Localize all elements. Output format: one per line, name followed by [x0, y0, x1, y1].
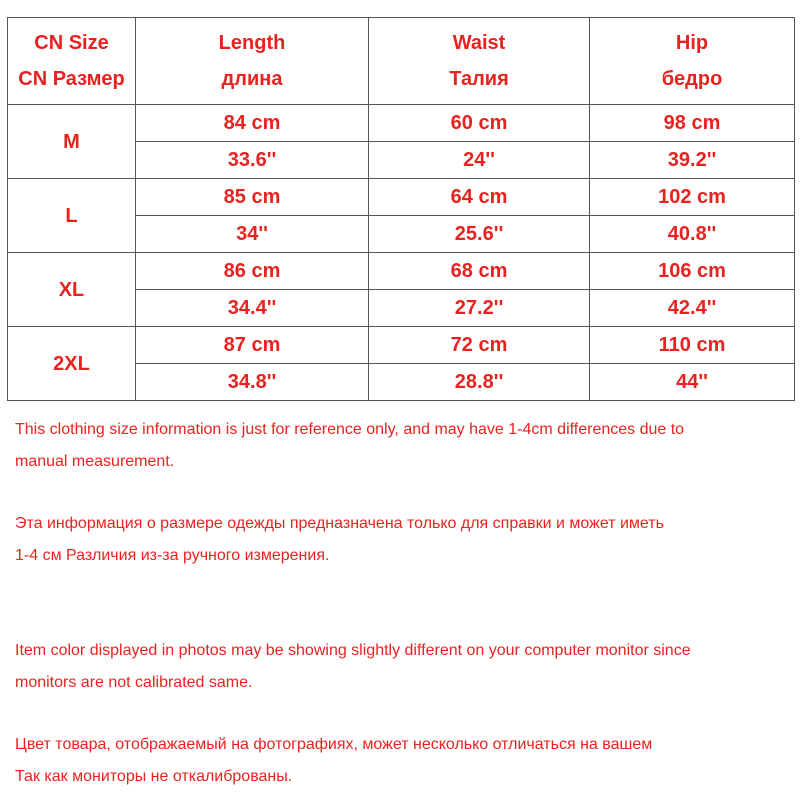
length-cm-cell: 85 cm — [136, 179, 369, 216]
hip-cm-cell: 102 cm — [590, 179, 795, 216]
hip-cm-cell: 106 cm — [590, 253, 795, 290]
note-line: monitors are not calibrated same. — [15, 674, 253, 691]
waist-inch-cell: 27.2'' — [369, 290, 590, 327]
table-row — [8, 105, 795, 142]
length-cm-cell: 87 cm — [136, 327, 369, 364]
header-length-en: Length — [218, 32, 286, 54]
note-measurement-ru — [15, 508, 795, 572]
table-row — [8, 327, 795, 364]
size-cell: 2XL — [8, 327, 136, 401]
hip-inch-cell: 42.4'' — [590, 290, 795, 327]
length-inch-cell: 34.8'' — [136, 364, 369, 401]
length-cm-cell: 84 cm — [136, 105, 369, 142]
note-color-ru — [15, 729, 795, 793]
waist-inch-cell: 25.6'' — [369, 216, 590, 253]
waist-cm-cell: 60 cm — [369, 105, 590, 142]
length-inch-cell: 34.4'' — [136, 290, 369, 327]
header-hip — [590, 18, 795, 105]
note-line: This clothing size information is just for reference only, and may have 1-4cm differences due to — [15, 421, 685, 438]
size-cell: L — [8, 179, 136, 253]
waist-cm-cell: 72 cm — [369, 327, 590, 364]
hip-cm-cell: 98 cm — [590, 105, 795, 142]
hip-inch-cell: 39.2'' — [590, 142, 795, 179]
note-line: Эта информация о размере одежды предназначена только для справки и может иметь — [15, 515, 664, 532]
header-size-ru: CN Размер — [18, 68, 125, 90]
hip-inch-cell: 44'' — [590, 364, 795, 401]
header-length-ru: длина — [221, 68, 283, 90]
header-waist-en: Waist — [452, 32, 506, 54]
note-line: manual measurement. — [15, 453, 175, 470]
table-row — [8, 253, 795, 290]
header-hip-ru: бедро — [661, 68, 723, 90]
length-inch-cell: 33.6'' — [136, 142, 369, 179]
size-chart-table — [7, 17, 795, 401]
hip-cm-cell: 110 cm — [590, 327, 795, 364]
header-size — [8, 18, 136, 105]
table-header-row — [8, 18, 795, 105]
size-cell: M — [8, 105, 136, 179]
waist-inch-cell: 24'' — [369, 142, 590, 179]
length-inch-cell: 34'' — [136, 216, 369, 253]
header-size-en: CN Size — [34, 32, 109, 54]
waist-cm-cell: 68 cm — [369, 253, 590, 290]
note-line: Цвет товара, отображаемый на фотографиях, может несколько отличаться на вашем — [15, 736, 653, 753]
hip-inch-cell: 40.8'' — [590, 216, 795, 253]
header-length — [136, 18, 369, 105]
waist-inch-cell: 28.8'' — [369, 364, 590, 401]
note-line: 1-4 см Различия из-за ручного измерения. — [15, 547, 330, 564]
size-cell: XL — [8, 253, 136, 327]
header-waist — [369, 18, 590, 105]
note-color-en — [15, 635, 795, 699]
header-waist-ru: Талия — [449, 68, 509, 90]
length-cm-cell: 86 cm — [136, 253, 369, 290]
note-line: Item color displayed in photos may be showing slightly different on your computer monitor since — [15, 642, 691, 659]
table-row — [8, 179, 795, 216]
header-hip-en: Hip — [675, 32, 709, 54]
note-measurement-en — [15, 414, 795, 478]
note-line: Так как мониторы не откалиброваны. — [15, 768, 293, 785]
waist-cm-cell: 64 cm — [369, 179, 590, 216]
